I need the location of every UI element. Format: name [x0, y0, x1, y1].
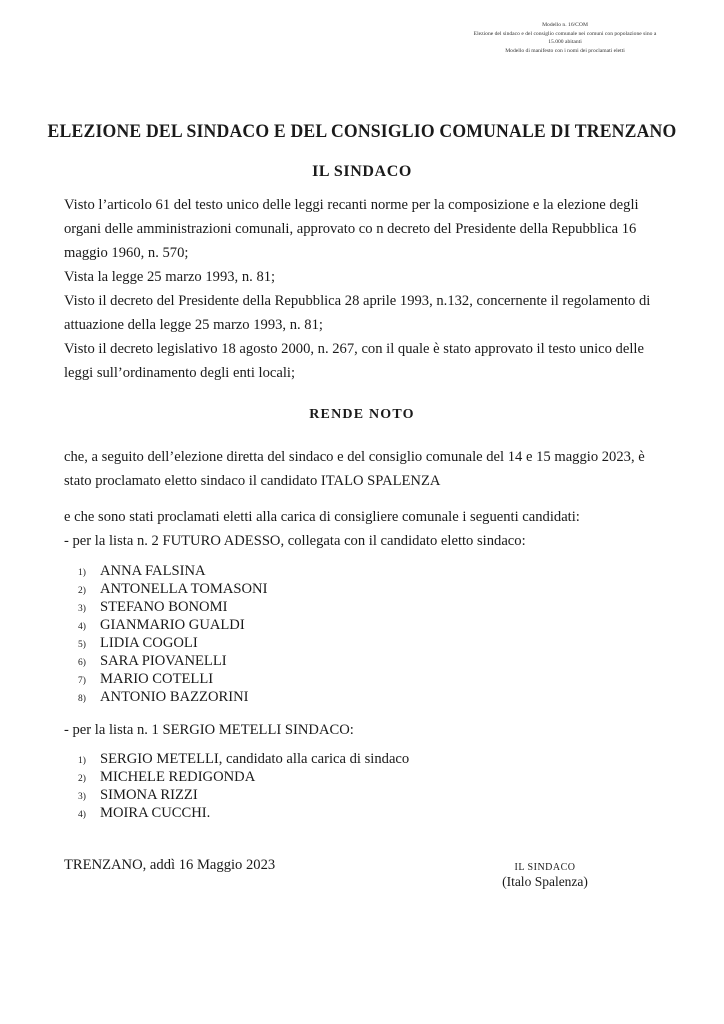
candidate-name: ANTONIO BAZZORINI — [100, 689, 249, 705]
item-number: 2) — [78, 586, 86, 596]
signature-title: IL SINDACO — [514, 862, 576, 873]
preamble-paragraph: Visto il decreto legislativo 18 agosto 2000, n. 267, con il quale è stato approvato il testo unico delle leggi sull’ordinamento degli enti locali; — [64, 341, 644, 381]
elected-intro-block — [64, 505, 664, 553]
candidate-name: ANTONELLA TOMASONI — [100, 581, 268, 597]
item-number: 7) — [78, 676, 86, 686]
signature-name: (Italo Spalenza) — [502, 874, 588, 889]
item-number: 3) — [78, 604, 86, 614]
signature-block — [480, 861, 610, 889]
candidate-name: SARA PIOVANELLI — [100, 653, 227, 669]
preamble-paragraph: Visto il decreto del Presidente della Repubblica 28 aprile 1993, n.132, concernente il regolamento di attuazione della legge 25 marzo 1993, n. 81; — [64, 293, 651, 333]
list-b-intro: - per la lista n. 1 SERGIO METELLI SINDACO: — [64, 722, 354, 738]
model-population: 15.000 abitanti — [548, 39, 582, 46]
model-number: Modello n. 16/COM — [542, 22, 588, 28]
candidate-name: SERGIO METELLI, candidato alla carica di sindaco — [100, 751, 410, 767]
preamble-paragraph: Visto l’articolo 61 del testo unico delle leggi recanti norme per la composizione e la elezione degli organi delle amministrazioni comunali, approvato co n decreto del Presidente della Repubblica 16 maggio 1960, n. 570; — [64, 197, 639, 261]
document-title: ELEZIONE DEL SINDACO E DEL CONSIGLIO COMUNALE DI TRENZANO — [47, 121, 677, 142]
item-number: 1) — [78, 756, 86, 766]
candidate-name: LIDIA COGOLI — [100, 635, 198, 651]
list-item — [78, 805, 409, 823]
rende-noto-heading: RENDE NOTO — [309, 407, 415, 422]
list-item — [78, 751, 409, 769]
candidate-name: GIANMARIO GUALDI — [100, 617, 245, 633]
list-item — [78, 689, 267, 707]
list-item — [78, 581, 267, 599]
model-reference-note — [440, 21, 690, 55]
mayor-announcement — [64, 445, 664, 493]
list-item — [78, 635, 267, 653]
candidate-name: ANNA FALSINA — [100, 563, 206, 579]
list-a-intro: - per la lista n. 2 FUTURO ADESSO, collegata con il candidato eletto sindaco: — [64, 533, 526, 549]
candidate-name: MOIRA CUCCHI. — [100, 805, 211, 821]
list-item — [78, 617, 267, 635]
candidate-name: MARIO COTELLI — [100, 671, 214, 687]
model-description: Elezione del sindaco e del consiglio comunale nei comuni con popolazione sino a — [473, 30, 657, 37]
elected-intro-text: e che sono stati proclamati eletti alla carica di consigliere comunale i seguenti candidati: — [64, 509, 580, 525]
preamble-paragraph: Vista la legge 25 marzo 1993, n. 81; — [64, 269, 276, 285]
item-number: 4) — [78, 622, 86, 632]
item-number: 6) — [78, 658, 86, 668]
candidate-name: MICHELE REDIGONDA — [100, 769, 256, 785]
list-item — [78, 599, 267, 617]
item-number: 5) — [78, 640, 86, 650]
item-number: 4) — [78, 810, 86, 820]
list-b-candidates — [78, 751, 409, 823]
candidate-name: SIMONA RIZZI — [100, 787, 198, 803]
list-item — [78, 769, 409, 787]
list-item — [78, 563, 267, 581]
item-number: 8) — [78, 694, 86, 704]
item-number: 3) — [78, 792, 86, 802]
list-item — [78, 653, 267, 671]
list-item — [78, 787, 409, 805]
preamble — [64, 193, 664, 385]
item-number: 1) — [78, 568, 86, 578]
list-a-candidates — [78, 563, 267, 707]
list-item — [78, 671, 267, 689]
document-subtitle: IL SINDACO — [312, 163, 412, 180]
candidate-name: STEFANO BONOMI — [100, 599, 228, 615]
place-and-date: TRENZANO, addì 16 Maggio 2023 — [64, 857, 276, 873]
announcement-text: che, a seguito dell’elezione diretta del sindaco e del consiglio comunale del 14 e 15 maggio 2023, è stato proclamato eletto sindaco il candidato ITALO SPALENZA — [64, 449, 645, 489]
model-type: Modello di manifesto con i nomi dei proclamati eletti — [505, 47, 625, 54]
item-number: 2) — [78, 774, 86, 784]
